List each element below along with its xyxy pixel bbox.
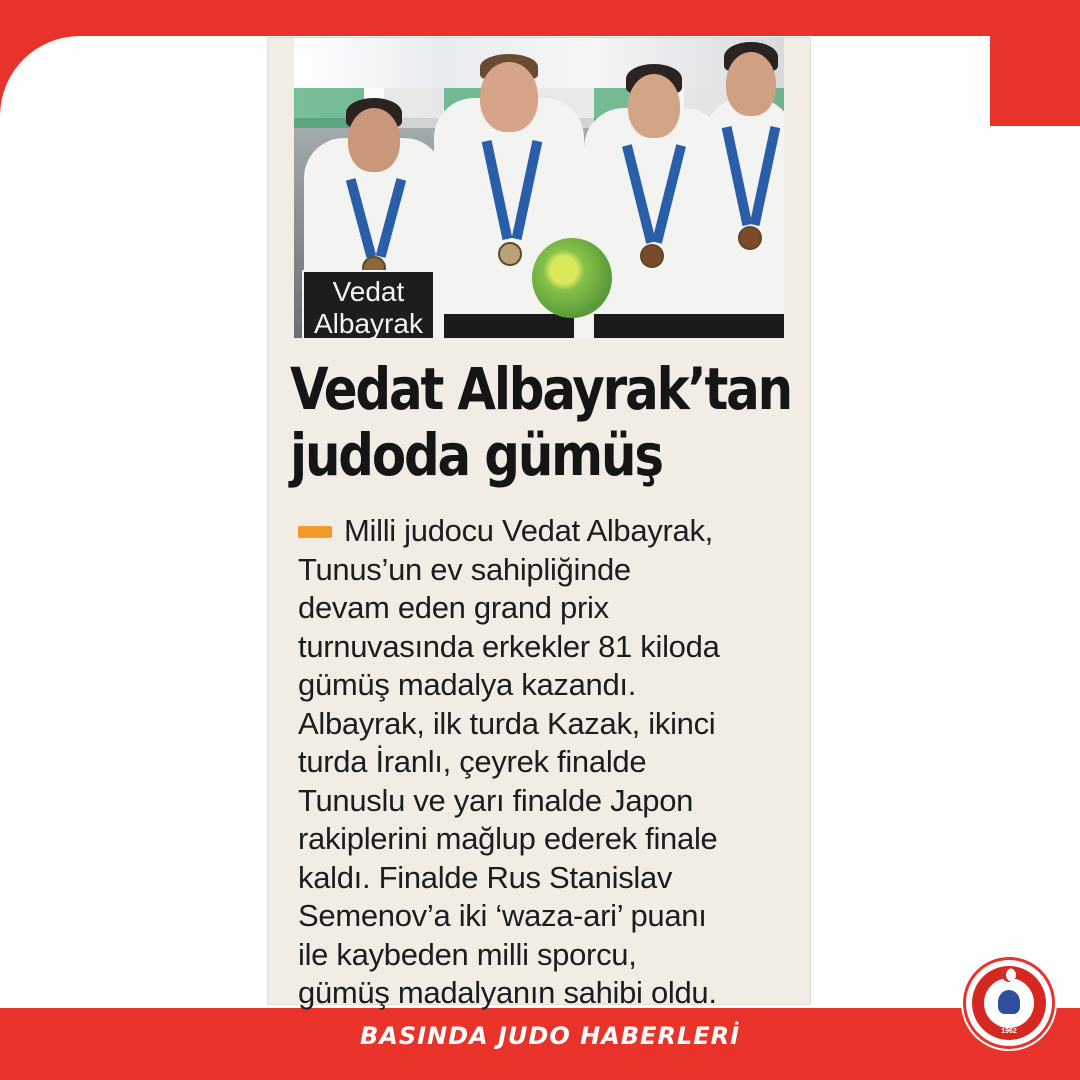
logo-year: 1962 (1001, 1028, 1017, 1035)
article-line-text: Milli judocu Vedat Albayrak, (344, 513, 713, 548)
orange-bullet-marker (298, 526, 332, 538)
newspaper-clipping (268, 38, 810, 1010)
flower-bouquet (532, 238, 612, 318)
medal-ceremony-photo (294, 38, 784, 338)
article-line: Tunus’un ev sahipliğinde (298, 551, 631, 587)
judoka-icon (998, 990, 1020, 1014)
headline-line-1: Vedat Albayrak’tan (290, 355, 792, 423)
article-line: gümüş madalyanın sahibi oldu. (298, 975, 717, 1010)
article-line: turda İranlı, çeyrek finalde (298, 744, 647, 779)
article-line: Tunuslu ve yarı finalde Japon (298, 782, 694, 818)
article-line: devam eden grand prix (298, 590, 609, 625)
article-line: ile kaybeden milli sporcu, (298, 936, 637, 972)
article-line: turnuvasında erkekler 81 kiloda (298, 628, 720, 664)
article-line: rakiplerini mağlup ederek finale (298, 821, 718, 856)
article-line (298, 512, 818, 551)
footer-title: BASINDA JUDO HABERLERİ (359, 1022, 741, 1050)
article-line: gümüş madalya kazandı. (298, 667, 637, 702)
headline (290, 356, 806, 488)
article-line: Albayrak, ilk turda Kazak, ikinci (298, 705, 716, 741)
turkish-judo-federation-logo (966, 960, 1052, 1046)
caption-line-1: Vedat (332, 276, 405, 307)
athlete-4 (704, 38, 784, 338)
photo-caption (302, 270, 435, 338)
article-body (298, 512, 818, 1013)
article-line: Semenov’a iki ‘waza-ari’ puanı (298, 898, 707, 933)
headline-line-2: judoda gümüş (290, 421, 662, 489)
article-line: kaldı. Finalde Rus Stanislav (298, 859, 673, 895)
caption-line-2: Albayrak (314, 308, 423, 338)
crescent-star-icon (1002, 968, 1016, 982)
